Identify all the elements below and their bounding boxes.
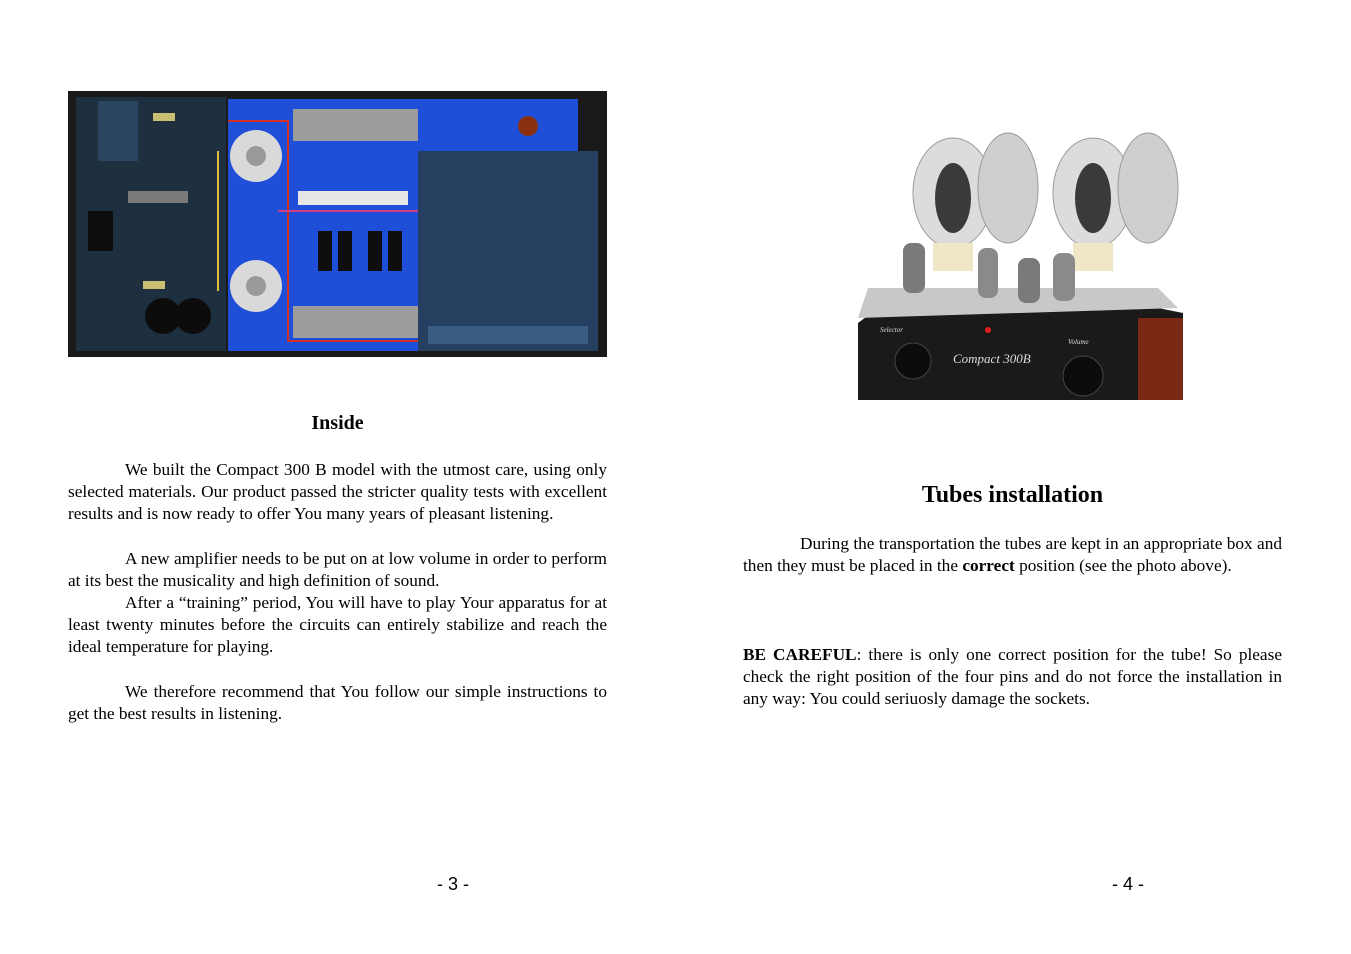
inside-body bbox=[68, 459, 607, 725]
paragraph: We built the Compact 300 B model with the utmost care, using only selected materials. Our product passed the stricter quality tests with excellent results and is now ready to offer You many years of pleasant listening. bbox=[68, 460, 607, 524]
tubes-warning bbox=[743, 644, 1282, 711]
selector-label: Selector bbox=[880, 326, 903, 334]
page-number: - 4 - bbox=[1112, 874, 1145, 894]
amplifier-tubes-photo bbox=[858, 118, 1183, 400]
paragraph: After a “training” period, You will have to play Your apparatus for at least twenty minutes before the circuits can entirely stabilize and reach the ideal temperature for playing. bbox=[68, 593, 607, 657]
paragraph: A new amplifier needs to be put on at low volume in order to perform at its best the musicality and high definition of sound. bbox=[68, 548, 607, 590]
brand-label: Compact 300B bbox=[953, 351, 1031, 366]
paragraph: BE CAREFUL: there is only one correct position for the tube! So please check the right position of the four pins and do not force the installation in any way: You could seriuosly damage the sockets. bbox=[743, 645, 1283, 709]
page-4 bbox=[675, 0, 1351, 954]
section-heading-tubes: Tubes installation bbox=[921, 482, 1104, 508]
amplifier-inside-photo bbox=[68, 91, 607, 357]
warning-label: BE CAREFUL bbox=[743, 645, 857, 664]
paragraph: During the transportation the tubes are kept in an appropriate box and then they must be placed in the correct position (see the photo above). bbox=[743, 534, 1282, 576]
volume-label: Volume bbox=[1068, 338, 1089, 346]
paragraph: We therefore recommend that You follow our simple instructions to get the best results in listening. bbox=[68, 681, 607, 723]
page-3 bbox=[0, 0, 675, 954]
tubes-body-1 bbox=[743, 533, 1282, 577]
page-number: - 3 - bbox=[437, 874, 470, 894]
emphasis-correct: correct bbox=[962, 556, 1015, 576]
section-heading-inside: Inside bbox=[311, 412, 364, 434]
